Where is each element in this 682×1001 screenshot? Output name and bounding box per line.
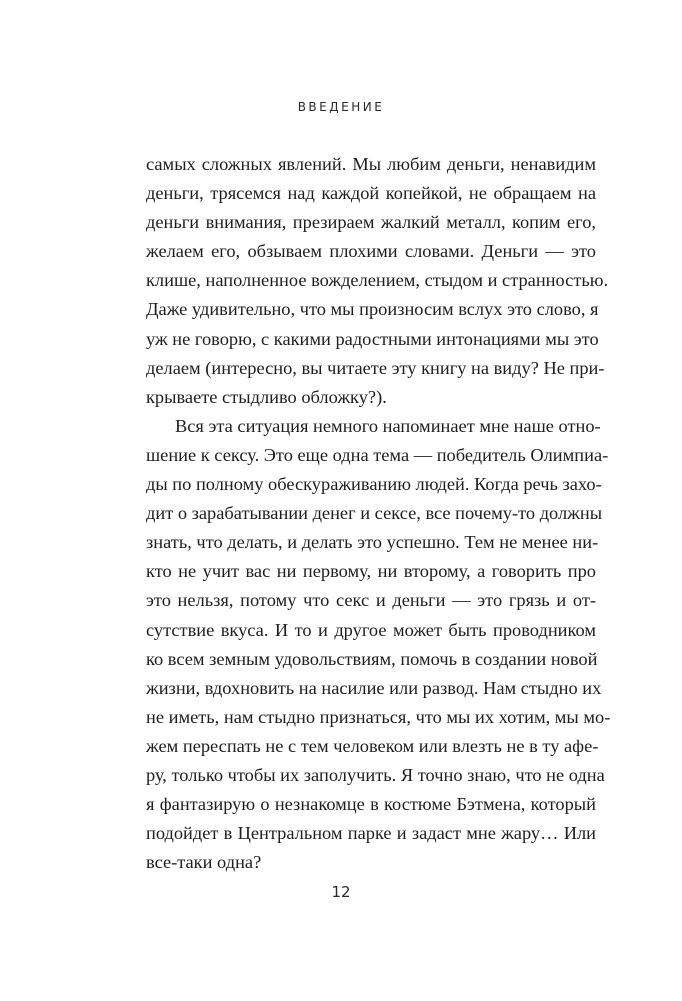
body-text <box>146 150 611 877</box>
running-head: ВВЕДЕНИЕ <box>297 100 385 114</box>
text-line: Даже удивительно, что мы произносим вслух это слово, я <box>146 299 599 320</box>
text-line: ру, только чтобы их заполучить. Я точно знаю, что не одна <box>146 764 605 785</box>
text-line: Вся эта ситуация немного напоминает мне наше отно- <box>175 415 601 436</box>
paragraph-2 <box>146 412 611 878</box>
text-line: уж не говорю, с какими радостными интонациями мы это <box>146 328 599 349</box>
text-line: подойдет в Центральном парке и задаст мне жару… Или <box>146 823 596 844</box>
text-line: деньги внимания, презираем жалкий металл, копим его, <box>146 212 596 233</box>
text-line: крываете стыдливо обложку?). <box>146 386 387 407</box>
text-line: ды по полному обескураживанию людей. Когда речь захо- <box>146 474 602 495</box>
paragraph-1 <box>146 150 609 412</box>
text-line: клише, наполненное вожделением, стыдом и странностью. <box>146 270 609 291</box>
text-line: шение к сексу. Это еще одна тема — победитель Олимпиа- <box>146 444 609 465</box>
text-line: дит о зарабатывании денег и сексе, все почему-то должны <box>146 503 603 524</box>
text-line: сутствие вкуса. И то и другое может быть проводником <box>146 619 596 640</box>
text-line: деньги, трясемся над каждой копейкой, не обращаем на <box>146 183 596 204</box>
text-line: это нельзя, потому что секс и деньги — это грязь и от- <box>146 590 596 611</box>
text-line: делаем (интересно, вы читаете эту книгу на виду? Не при- <box>146 357 605 378</box>
text-line: ко всем земным удовольствиям, помочь в создании новой <box>146 648 598 669</box>
text-line: жем переспать не с тем человеком или влезть не в ту афе- <box>146 735 599 756</box>
text-line: самых сложных явлений. Мы любим деньги, ненавидим <box>146 154 596 174</box>
text-line: я фантазирую о незнакомце в костюме Бэтмена, который <box>146 794 596 815</box>
text-line: не иметь, нам стыдно признаться, что мы их хотим, мы мо- <box>146 706 611 727</box>
text-line: кто не учит вас ни первому, ни второму, а говорить про <box>146 561 596 582</box>
text-line: жизни, вдохновить на насилие или развод. Нам стыдно их <box>146 677 602 698</box>
page-number: 12 <box>331 883 351 901</box>
text-line: желаем его, обзываем плохими словами. Деньги — это <box>146 241 596 262</box>
text-line: знать, что делать, и делать это успешно. Тем не менее ни- <box>146 532 599 553</box>
text-line: все-таки одна? <box>146 852 262 873</box>
